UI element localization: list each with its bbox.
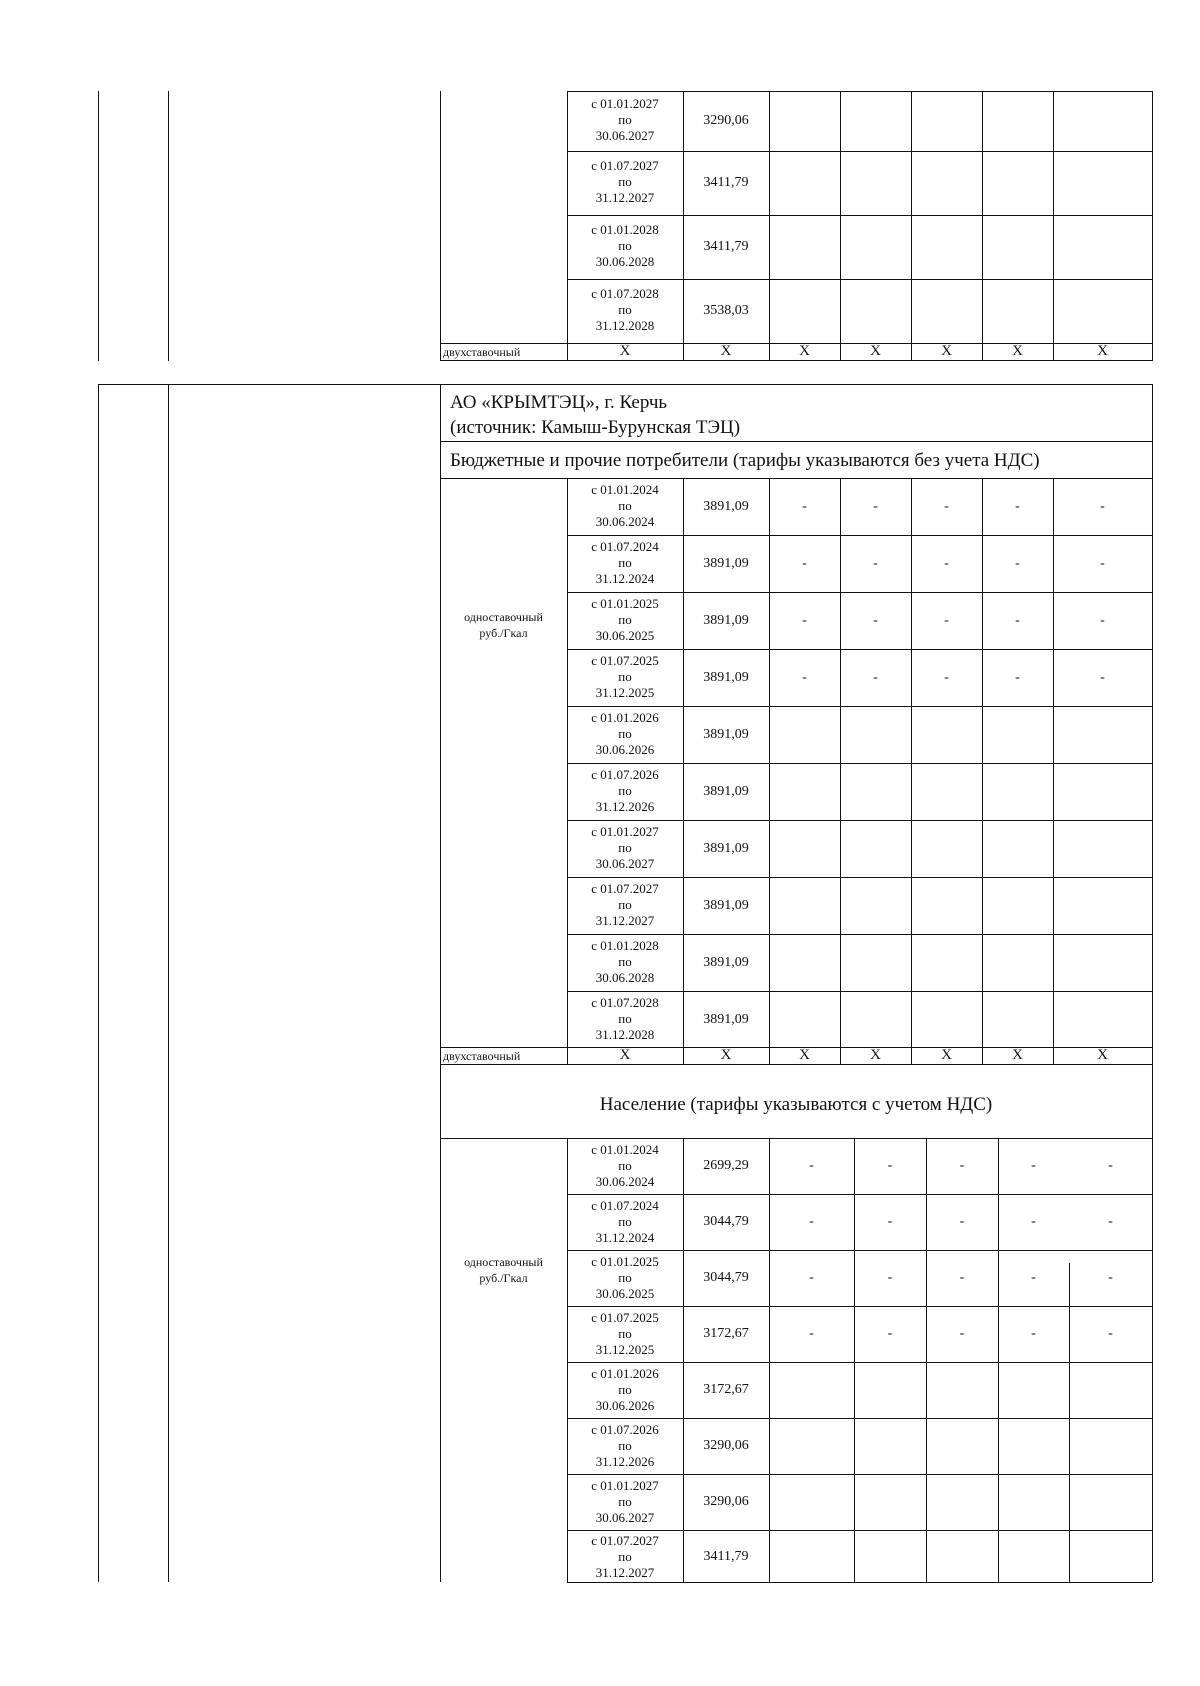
column-line	[683, 91, 684, 361]
column-line	[168, 91, 169, 361]
empty-dash: -	[809, 1326, 814, 1341]
right-border-line	[1152, 384, 1153, 1582]
period-cell: с 01.07.2028 по 31.12.2028	[591, 286, 659, 333]
period-cell: с 01.01.2028 по 30.06.2028	[591, 222, 659, 269]
org-source: (источник: Камыш-Бурунская ТЭЦ)	[450, 417, 741, 438]
empty-dash: -	[1100, 613, 1105, 628]
row-line	[567, 91, 1152, 92]
empty-dash: -	[887, 1214, 893, 1229]
period-cell: с 01.01.2028 по 30.06.2028	[591, 938, 659, 985]
column-line	[769, 1138, 770, 1582]
period-cell: с 01.07.2027 по 31.12.2027	[591, 158, 659, 205]
row-line	[567, 1362, 1152, 1363]
x-mark: X	[799, 1047, 810, 1063]
empty-dash: -	[873, 556, 878, 571]
row-line	[567, 1306, 1152, 1307]
row-line	[567, 991, 1152, 992]
x-mark: X	[941, 1047, 952, 1063]
x-mark: X	[1097, 343, 1108, 359]
tariff-value: 3891,09	[703, 499, 749, 514]
empty-dash: -	[802, 613, 807, 628]
column-line	[769, 91, 770, 361]
tariff-value: 3891,09	[703, 670, 749, 685]
period-cell: с 01.07.2027 по 31.12.2027	[591, 1533, 659, 1580]
empty-dash: -	[887, 1326, 893, 1341]
empty-dash: -	[944, 499, 949, 514]
empty-dash: -	[1031, 1214, 1036, 1229]
empty-dash: -	[1108, 1214, 1113, 1229]
empty-dash: -	[944, 613, 949, 628]
period-cell: с 01.01.2025 по 30.06.2025	[591, 596, 659, 643]
row-line	[567, 649, 1152, 650]
empty-dash: -	[873, 670, 878, 685]
column-line	[1069, 1263, 1070, 1582]
tariff-value: 3290,06	[703, 113, 749, 128]
column-line	[982, 91, 983, 361]
tariff-value: 3891,09	[703, 556, 749, 571]
row-line	[567, 706, 1152, 707]
column-line	[998, 1138, 999, 1582]
org-name: АО «КРЫМТЭЦ», г. Керчь	[450, 392, 668, 413]
period-cell: с 01.07.2024 по 31.12.2024	[591, 1198, 659, 1245]
empty-dash: -	[1100, 556, 1105, 571]
row-line	[440, 441, 1152, 442]
empty-dash: -	[944, 556, 949, 571]
row-line	[567, 1530, 1152, 1531]
column-line	[168, 384, 169, 1582]
empty-dash: -	[802, 670, 807, 685]
x-mark: X	[870, 1047, 881, 1063]
x-mark: X	[1097, 1047, 1108, 1063]
tariff-value: 3290,06	[703, 1438, 749, 1453]
empty-dash: -	[809, 1214, 814, 1229]
empty-dash: -	[959, 1326, 965, 1341]
period-cell: с 01.07.2026 по 31.12.2026	[591, 1422, 659, 1469]
empty-dash: -	[959, 1214, 965, 1229]
column-line	[440, 91, 441, 361]
x-mark: X	[619, 1047, 631, 1063]
empty-dash: -	[1015, 670, 1020, 685]
tariff-value: 3172,67	[703, 1382, 749, 1397]
period-cell: с 01.07.2028 по 31.12.2028	[591, 995, 659, 1042]
column-line	[926, 1138, 927, 1582]
tariff-value: 3411,79	[703, 1549, 749, 1564]
empty-dash: -	[1100, 499, 1105, 514]
column-line	[854, 1138, 855, 1582]
period-cell: с 01.07.2025 по 31.12.2025	[591, 653, 659, 700]
row-line	[567, 279, 1152, 280]
row-line	[567, 763, 1152, 764]
empty-dash: -	[1031, 1326, 1036, 1341]
empty-dash: -	[1108, 1158, 1113, 1173]
period-cell: с 01.07.2025 по 31.12.2025	[591, 1310, 659, 1357]
empty-dash: -	[959, 1270, 965, 1285]
period-cell: с 01.01.2025 по 30.06.2025	[591, 1254, 659, 1301]
section-title-population: Население (тарифы указываются с учетом НДС)	[599, 1094, 993, 1115]
tariff-value: 3891,09	[703, 898, 749, 913]
tariff-value: 3172,67	[703, 1326, 749, 1341]
tariff-value: 3891,09	[703, 1012, 749, 1027]
column-line	[911, 91, 912, 361]
x-mark: X	[799, 343, 810, 359]
row-line	[440, 1064, 1152, 1065]
empty-dash: -	[959, 1158, 965, 1173]
period-cell: с 01.01.2027 по 30.06.2027	[591, 96, 659, 143]
period-cell: с 01.01.2026 по 30.06.2026	[591, 710, 659, 757]
row-line	[567, 151, 1152, 152]
two-rate-label: двухставочный	[443, 1049, 521, 1063]
tariff-value: 3891,09	[703, 955, 749, 970]
empty-dash: -	[1031, 1270, 1036, 1285]
section-title-budget: Бюджетные и прочие потребители (тарифы указываются без учета НДС)	[450, 450, 1040, 471]
tariff-value: 3891,09	[703, 841, 749, 856]
period-cell: с 01.07.2024 по 31.12.2024	[591, 539, 659, 586]
row-line	[567, 1582, 1152, 1583]
period-cell: с 01.07.2026 по 31.12.2026	[591, 767, 659, 814]
empty-dash: -	[1015, 499, 1020, 514]
tariff-value: 3044,79	[703, 1270, 749, 1285]
right-border-line	[1152, 91, 1153, 361]
block-top-line	[98, 384, 1152, 385]
row-line	[567, 1418, 1152, 1419]
left-border-line	[98, 384, 99, 1582]
x-mark: X	[870, 343, 881, 359]
tariff-value: 3290,06	[703, 1494, 749, 1509]
empty-dash: -	[873, 499, 878, 514]
row-line	[440, 478, 1152, 479]
row-line	[567, 1474, 1152, 1475]
left-border-line	[98, 91, 99, 361]
period-cell: с 01.07.2027 по 31.12.2027	[591, 881, 659, 928]
empty-dash: -	[1100, 670, 1105, 685]
x-mark: X	[720, 1047, 732, 1063]
empty-dash: -	[802, 556, 807, 571]
column-line	[440, 384, 441, 1582]
row-line	[567, 535, 1152, 536]
row-line	[567, 592, 1152, 593]
empty-dash: -	[1108, 1326, 1113, 1341]
row-line	[567, 934, 1152, 935]
tariff-value: 3411,79	[703, 239, 749, 254]
row-line	[567, 820, 1152, 821]
row-line	[567, 215, 1152, 216]
tariff-value: 3538,03	[703, 303, 749, 318]
tariff-value: 3891,09	[703, 784, 749, 799]
row-line	[567, 877, 1152, 878]
x-mark: X	[1012, 1047, 1023, 1063]
x-mark: X	[1012, 343, 1023, 359]
x-mark: X	[941, 343, 952, 359]
x-mark: X	[619, 343, 631, 359]
empty-dash: -	[809, 1158, 814, 1173]
tariff-value: 3044,79	[703, 1214, 749, 1229]
empty-dash: -	[809, 1270, 814, 1285]
column-line	[1053, 91, 1054, 361]
tariff-value: 3891,09	[703, 727, 749, 742]
row-line	[440, 360, 1152, 361]
period-cell: с 01.01.2027 по 30.06.2027	[591, 1478, 659, 1525]
tariff-value: 3891,09	[703, 613, 749, 628]
row-line	[567, 1250, 1152, 1251]
column-line	[840, 91, 841, 361]
empty-dash: -	[1108, 1270, 1113, 1285]
tariff-value: 2699,29	[703, 1158, 749, 1173]
two-rate-label: двухставочный	[443, 345, 521, 359]
empty-dash: -	[887, 1270, 893, 1285]
empty-dash: -	[802, 499, 807, 514]
row-line	[440, 1138, 1152, 1139]
period-cell: с 01.01.2024 по 30.06.2024	[591, 1142, 659, 1189]
x-mark: X	[720, 343, 732, 359]
one-rate-label: одноставочный руб./Гкал	[464, 1255, 543, 1285]
empty-dash: -	[887, 1158, 893, 1173]
empty-dash: -	[1031, 1158, 1036, 1173]
empty-dash: -	[873, 613, 878, 628]
row-line	[567, 1194, 1152, 1195]
period-cell: с 01.01.2026 по 30.06.2026	[591, 1366, 659, 1413]
empty-dash: -	[944, 670, 949, 685]
one-rate-label: одноставочный руб./Гкал	[464, 610, 543, 640]
empty-dash: -	[1015, 613, 1020, 628]
period-cell: с 01.01.2027 по 30.06.2027	[591, 824, 659, 871]
column-line	[683, 1138, 684, 1582]
tariff-value: 3411,79	[703, 175, 749, 190]
empty-dash: -	[1015, 556, 1020, 571]
period-cell: с 01.01.2024 по 30.06.2024	[591, 482, 659, 529]
